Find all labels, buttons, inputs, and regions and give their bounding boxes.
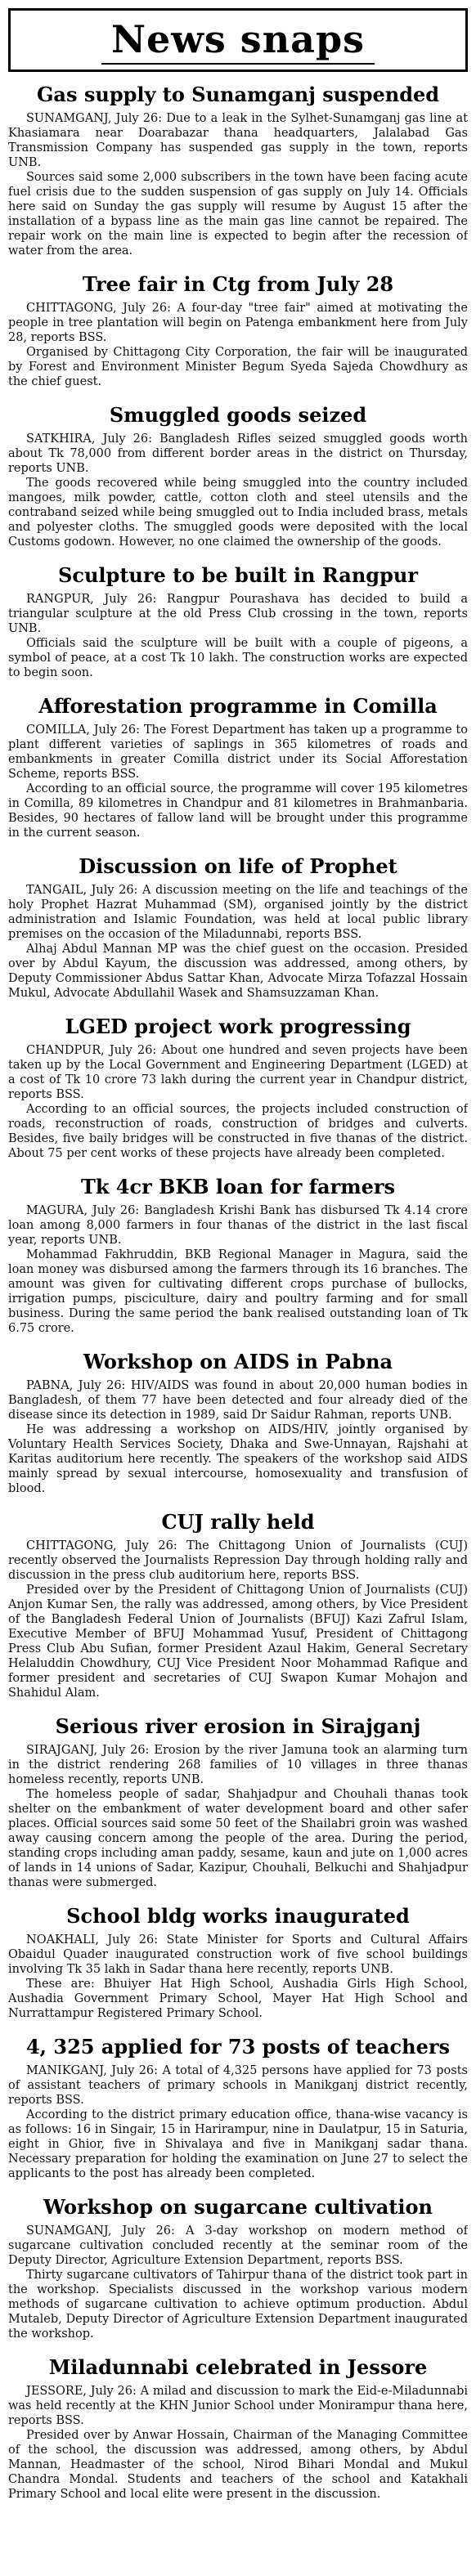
- news-article: [8, 2356, 468, 2502]
- article-paragraph: SUNAMGANJ, July 26: A 3-day workshop on modern method of sugarcane cultivation concluded recently at the seminar room of the Deputy Director, Agriculture Extension Department, reports BSS.: [8, 2224, 468, 2267]
- article-paragraph: Thirty sugarcane cultivators of Tahirpur thana of the district took part in the workshop. Specialists discussed in the workshop various modern methods of sugarcane cultivation to achieve optimum production. Abdul Mutaleb, Deputy Director of Agriculture Extension Department inaugurated the workshop.: [8, 2269, 468, 2341]
- news-article: [8, 1715, 468, 1890]
- article-paragraph: JESSORE, July 26: A milad and discussion to mark the Eid-e-Miladunnabi was held recently at the KHN Junior School under Monirampur thana here, reports BSS.: [8, 2385, 468, 2427]
- news-article: [8, 1015, 468, 1161]
- article-paragraph: CHITTAGONG, July 26: A four-day "tree fair" aimed at motivating the people in tree plantation will begin on Patenga embankment here from July 28, reports BSS.: [8, 302, 468, 344]
- article-paragraph: TANGAIL, July 26: A discussion meeting on the life and teachings of the holy Prophet Hazrat Muhammad (SM), organised jointly by the district administration and Islamic Foundation, was held at local public library premises on the occasion of the Miladunnabi, reports BSS.: [8, 884, 468, 941]
- article-headline: Miladunnabi celebrated in Jessore: [48, 2355, 428, 2379]
- article-paragraph: Sources said some 2,000 subscribers in the town have been facing acute fuel crisis due to the sudden suspension of gas supply on July 14. Officials here said on Sunday the gas supply will resume by August 15 after the installation of a bypass line as the main gas line cannot be repaired. The repair work on the main line is expected to begin after the recession of water from the area.: [8, 171, 468, 258]
- article-paragraph: He was addressing a workshop on AIDS/HIV, jointly organised by Voluntary Health Services Society, Dhaka and Swe-Unnayan, Rajshahi at Karitas auditorium here recently. The speakers of the workshop said AIDS mainly spread by sexual intercourse, homosexuality and transfusion of blood.: [8, 1423, 468, 1495]
- article-paragraph: MANIKGANJ, July 26: A total of 4,325 persons have applied for 73 posts of assistant teachers of primary schools in Manikganj district recently, reports BSS.: [8, 2064, 468, 2107]
- article-paragraph: MAGURA, July 26: Bangladesh Krishi Bank has disbursed Tk 4.14 crore loan among 8,000 farmers in four thanas of the district in the last fiscal year, reports UNB.: [8, 1204, 468, 1247]
- article-paragraph: The homeless people of sadar, Shahjadpur and Chouhali thanas took shelter on the embankment of water development board and other safer places. Official sources said some 50 feet of the Shailabri groin was washed away causing concern among the people of the area. During the period, standing crops including aman paddy, sesame, kaun and jute on 1,000 acres of lands in 14 unions of Sadar, Kazipur, Chouhali, Belkuchi and Shahjadpur thanas were submerged.: [8, 1788, 468, 1889]
- article-headline: Tk 4cr BKB loan for farmers: [80, 1175, 396, 1198]
- article-paragraph: According to an official sources, the projects included construction of roads, reconstruction of roads, construction of bridges and culverts. Besides, five baily bridges will be constructed in five thanas of the district. About 75 per cent works of these projects have already been completed.: [8, 1103, 468, 1160]
- news-article: [8, 83, 468, 258]
- article-headline: Sculpture to be built in Rangpur: [58, 563, 418, 587]
- article-headline: CUJ rally held: [161, 1510, 315, 1534]
- article-headline: Workshop on AIDS in Pabna: [83, 1350, 393, 1373]
- masthead: [8, 8, 468, 72]
- article-paragraph: Alhaj Abdul Mannan MP was the chief guest on the occasion. Presided over by Abdul Kayum, the discussion was addressed, among others, by Deputy Commissioner Abdus Sattar Khan, Advocate Mirza Tofazzal Hossain Mukul, Advocate Abdullahil Wasek and Shamsuzzaman Khan.: [8, 943, 468, 1000]
- article-paragraph: According to an official source, the programme will cover 195 kilometres in Comilla, 89 kilometres in Chandpur and 81 kilometres in Brahmanbaria. Besides, 90 hectares of fallow land will be brought under this programme in the current season.: [8, 782, 468, 840]
- article-paragraph: SATKHIRA, July 26: Bangladesh Rifles seized smuggled goods worth about Tk 78,000 from different border areas in the district on Thursday, reports UNB.: [8, 432, 468, 475]
- article-headline: School bldg works inaugurated: [66, 1904, 410, 1928]
- article-headline: Workshop on sugarcane cultivation: [43, 2195, 433, 2219]
- news-article: [8, 1511, 468, 1700]
- article-paragraph: COMILLA, July 26: The Forest Department has taken up a programme to plant different varieties of saplings in 365 kilometres of roads and embankments in greater Comilla district under its Social Afforestation Scheme, reports BSS.: [8, 724, 468, 781]
- article-paragraph: Mohammad Fakhruddin, BKB Regional Manager in Magura, said the loan money was disbursed among the farmers through its 16 branches. The amount was given for cultivating different crops purchase of bullocks, irrigation pumps, pisciculture, dairy and poultry farming and for small business. During the same period the bank realised outstanding loan of Tk 6.75 crore.: [8, 1248, 468, 1335]
- article-headline: Tree fair in Ctg from July 28: [82, 272, 394, 296]
- article-paragraph: Presided over by the President of Chittagong Union of Journalists (CUJ) Anjon Kumar Sen, the rally was addressed, among others, by Vice President of the Bangladesh Federal Union of Journalists (BFUJ) Kazi Zafrul Islam, Executive Member of BFUJ Mohammad Yusuf, President of Chittagong Press Club Abu Sufian, former President Azaul Hakim, General Secretary Helaluddin Chowdhury, CUJ Vice President Noor Mohammad Rafique and former president and secretaries of CUJ Swapon Kumar Mohajon and Shahidul Alam.: [8, 1584, 468, 1700]
- news-article: [8, 1176, 468, 1336]
- news-article: [8, 404, 468, 549]
- article-headline: Smuggled goods seized: [109, 403, 367, 427]
- article-headline: Afforestation programme in Comilla: [38, 694, 438, 718]
- article-paragraph: NOAKHALI, July 26: State Minister for Sports and Cultural Affairs Obaidul Quader inaugurated construction work of five school buildings involving Tk 35 lakh in Sadar thana here recently, reports UNB.: [8, 1933, 468, 1976]
- news-snaps-page: [8, 8, 468, 2560]
- article-paragraph: CHANDPUR, July 26: About one hundred and seven projects have been taken up by the Local Government and Engineering Department (LGED) at a cost of Tk 10 crore 73 lakh during the current year in Chandpur district, reports BSS.: [8, 1044, 468, 1101]
- news-article: [8, 2036, 468, 2181]
- article-paragraph: CHITTAGONG, July 26: The Chittagong Union of Journalists (CUJ) recently observed the Journalists Repression Day through holding rally and discussion in the press club auditorium here, reports BSS.: [8, 1539, 468, 1582]
- article-paragraph: The goods recovered while being smuggled into the country included mangoes, milk powder, cattle, cotton cloth and steel utensils and the contraband seized while being smuggled out to India included brass, metals and polyester cloths. The smuggled goods were deposited with the local Customs godown. However, no one claimed the ownership of the goods.: [8, 477, 468, 549]
- article-paragraph: RANGPUR, July 26: Rangpur Pourashava has decided to build a triangular sculpture at the old Press Club crossing in the town, reports UNB.: [8, 593, 468, 635]
- articles-column: [8, 83, 468, 2502]
- article-paragraph: Organised by Chittagong City Corporation, the fair will be inaugurated by Forest and Environment Minister Begum Syeda Sajeda Chowdhury as the chief guest.: [8, 346, 468, 388]
- news-article: [8, 273, 468, 389]
- article-headline: Gas supply to Sunamganj suspended: [36, 83, 440, 106]
- article-paragraph: PABNA, July 26: HIV/AIDS was found in about 20,000 human bodies in Bangladesh, of them 77 have been detected and four already died of the disease since its detection in 1989, said Dr Saidur Rahman, reports UNB.: [8, 1379, 468, 1422]
- article-paragraph: These are: Bhuiyer Hat High School, Aushadia Girls High School, Aushadia Government Primary School, Mayer Hat High School and Nurrattampur Registered Primary School.: [8, 1978, 468, 2020]
- news-article: [8, 695, 468, 840]
- article-paragraph: Presided over by Anwar Hossain, Chairman of the Managing Committee of the school, the discussion was addressed, among others, by Abdul Mannan, Headmaster of the school, Nirod Bihari Mondal and Mukul Chandra Mondal. Students and teachers of the school and Katakhali Primary School and local elite were present in the discussion.: [8, 2429, 468, 2501]
- article-headline: Serious river erosion in Sirajganj: [55, 1714, 421, 1738]
- news-article: [8, 855, 468, 1001]
- news-article: [8, 564, 468, 680]
- article-paragraph: Officials said the sculpture will be built with a couple of pigeons, a symbol of peace, at a cost Tk 10 lakh. The construction works are expected to begin soon.: [8, 637, 468, 679]
- masthead-title: News snaps: [101, 17, 375, 65]
- article-paragraph: SIRAJGANJ, July 26: Erosion by the river Jamuna took an alarming turn in the district rendering 268 families of 10 villages in three thanas homeless recently, reports UNB.: [8, 1744, 468, 1786]
- news-article: [8, 2196, 468, 2341]
- article-headline: Discussion on life of Prophet: [79, 854, 397, 878]
- article-headline: LGED project work progressing: [65, 1015, 411, 1038]
- article-paragraph: According to the district primary education office, thana-wise vacancy is as follows: 16 in Singair, 15 in Harirampur, nine in Daulatpur, 15 in Saturia, eight in Ghior, five in Shivalaya and five in Manikganj sadar thana. Necessary preparation for holding the examination on June 27 to select the applicants to the post has already been completed.: [8, 2108, 468, 2180]
- article-headline: 4, 325 applied for 73 posts of teachers: [25, 2035, 451, 2059]
- article-paragraph: SUNAMGANJ, July 26: Due to a leak in the Sylhet-Sunamganj gas line at Khasiamara near Doarabazar thana headquarters, Jalalabad Gas Transmission Company has suspended gas supply in the town, reports UNB.: [8, 112, 468, 169]
- news-article: [8, 1351, 468, 1496]
- news-article: [8, 1905, 468, 2021]
